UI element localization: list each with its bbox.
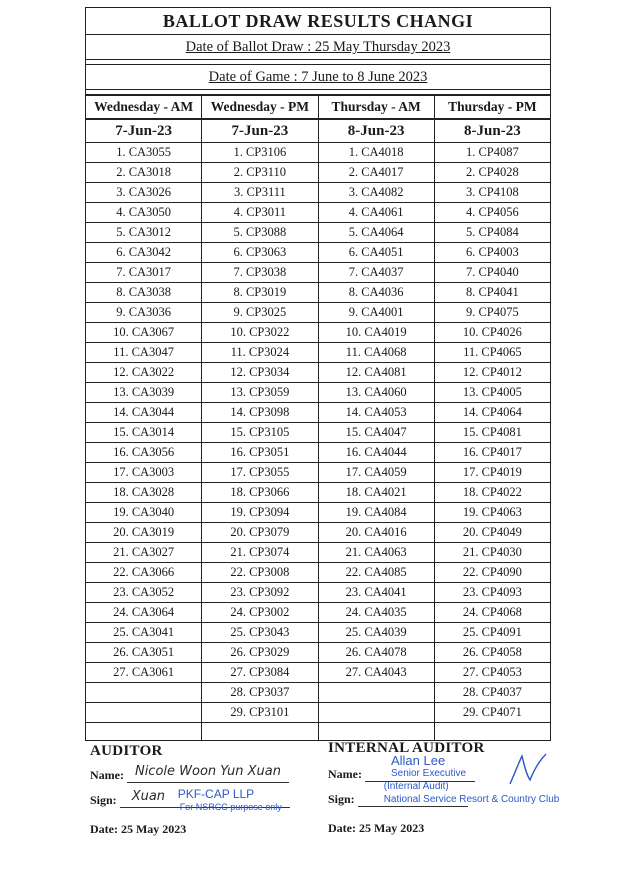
table-row: [86, 503, 551, 523]
result-cell: 24. CA3064: [86, 603, 202, 623]
result-cell: 2. CP3110: [202, 163, 318, 183]
column-date-wed-am: 7-Jun-23: [86, 119, 202, 143]
auditor-name-row: [90, 764, 305, 783]
result-cell: 18. CP3066: [202, 483, 318, 503]
result-cell: [202, 723, 318, 741]
result-cell: 1. CA4018: [318, 143, 434, 163]
result-cell: 11. CP4065: [434, 343, 550, 363]
internal-auditor-date: Date: 25 May 2023: [328, 821, 425, 835]
result-cell: 23. CP3092: [202, 583, 318, 603]
result-cell: 1. CA3055: [86, 143, 202, 163]
table-row: [86, 483, 551, 503]
result-cell: 26. CA4078: [318, 643, 434, 663]
result-cell: 25. CP3043: [202, 623, 318, 643]
table-row: [86, 363, 551, 383]
table-row: [86, 583, 551, 603]
result-cell: 29. CP4071: [434, 703, 550, 723]
table-row: [86, 203, 551, 223]
column-header-wed-pm: Wednesday - PM: [202, 96, 318, 120]
result-cell: 20. CP3079: [202, 523, 318, 543]
table-row: [86, 563, 551, 583]
result-cell: 11. CA3047: [86, 343, 202, 363]
result-cell: 12. CA3022: [86, 363, 202, 383]
result-cell: 27. CA3061: [86, 663, 202, 683]
result-cell: 10. CP3022: [202, 323, 318, 343]
internal-auditor-name-label: Name:: [328, 767, 362, 781]
result-cell: 9. CP3025: [202, 303, 318, 323]
result-cell: 21. CA3027: [86, 543, 202, 563]
result-cell: 25. CP4091: [434, 623, 550, 643]
result-cell: [434, 723, 550, 741]
result-cell: 9. CA3036: [86, 303, 202, 323]
result-cell: 3. CP3111: [202, 183, 318, 203]
auditor-sign-line: [120, 787, 290, 812]
column-header-thu-pm: Thursday - PM: [434, 96, 550, 120]
result-cell: 1. CP4087: [434, 143, 550, 163]
column-date-thu-am: 8-Jun-23: [318, 119, 434, 143]
result-cell: 14. CP3098: [202, 403, 318, 423]
result-cell: 14. CA3044: [86, 403, 202, 423]
result-cell: 9. CP4075: [434, 303, 550, 323]
result-cell: 4. CP3011: [202, 203, 318, 223]
table-row: [86, 523, 551, 543]
internal-auditor-signature-icon: [506, 750, 550, 790]
result-cell: 18. CP4022: [434, 483, 550, 503]
table-row: [86, 703, 551, 723]
table-row: [86, 243, 551, 263]
result-cell: [318, 703, 434, 723]
result-cell: 21. CP4030: [434, 543, 550, 563]
auditor-name-value: Nicole Woon Yun Xuan: [134, 764, 281, 779]
auditor-heading: AUDITOR: [90, 743, 163, 759]
internal-auditor-sign-line: [358, 781, 560, 807]
table-row: [86, 323, 551, 343]
result-cell: 16. CA3056: [86, 443, 202, 463]
result-cell: 5. CA3012: [86, 223, 202, 243]
result-cell: 8. CA3038: [86, 283, 202, 303]
result-cell: 17. CA4059: [318, 463, 434, 483]
date-header-row: [86, 119, 551, 143]
result-cell: 28. CP4037: [434, 683, 550, 703]
result-cell: 16. CA4044: [318, 443, 434, 463]
result-cell: 7. CA4037: [318, 263, 434, 283]
auditor-block: [90, 743, 305, 837]
internal-auditor-name-row: [328, 753, 588, 782]
table-row: [86, 143, 551, 163]
table-row: [86, 543, 551, 563]
table-row: [86, 263, 551, 283]
result-cell: 16. CP4017: [434, 443, 550, 463]
result-cell: 15. CP4081: [434, 423, 550, 443]
result-cell: 26. CP3029: [202, 643, 318, 663]
column-header-thu-am: Thursday - AM: [318, 96, 434, 120]
table-row: [86, 283, 551, 303]
result-cell: 19. CA3040: [86, 503, 202, 523]
result-cell: 6. CA4051: [318, 243, 434, 263]
result-cell: 22. CA4085: [318, 563, 434, 583]
result-cell: 21. CA4063: [318, 543, 434, 563]
result-cell: 21. CP3074: [202, 543, 318, 563]
game-date: Date of Game : 7 June to 8 June 2023: [208, 69, 428, 85]
result-cell: 14. CP4064: [434, 403, 550, 423]
result-cell: 3. CA4082: [318, 183, 434, 203]
ballot-draw-date: Date of Ballot Draw : 25 May Thursday 2023: [185, 39, 451, 55]
table-row: [86, 463, 551, 483]
table-row: [86, 303, 551, 323]
result-cell: 13. CA4060: [318, 383, 434, 403]
result-cell: 17. CP4019: [434, 463, 550, 483]
table-row: [86, 623, 551, 643]
result-cell: [318, 683, 434, 703]
result-cell: [318, 723, 434, 741]
result-cell: 10. CA3067: [86, 323, 202, 343]
result-cell: 24. CA4035: [318, 603, 434, 623]
result-cell: 4. CA3050: [86, 203, 202, 223]
table-row: [86, 223, 551, 243]
result-cell: 8. CP4041: [434, 283, 550, 303]
result-cell: 5. CP4084: [434, 223, 550, 243]
table-row: [86, 403, 551, 423]
column-date-wed-pm: 7-Jun-23: [202, 119, 318, 143]
result-cell: 13. CP4005: [434, 383, 550, 403]
result-cell: 2. CA4017: [318, 163, 434, 183]
result-cell: 17. CP3055: [202, 463, 318, 483]
table-row: [86, 663, 551, 683]
result-cell: 19. CA4084: [318, 503, 434, 523]
result-cell: 15. CA4047: [318, 423, 434, 443]
result-cell: 22. CP4090: [434, 563, 550, 583]
result-cell: 10. CA4019: [318, 323, 434, 343]
result-cell: [86, 723, 202, 741]
result-cell: 19. CP4063: [434, 503, 550, 523]
result-cell: 14. CA4053: [318, 403, 434, 423]
table-row: [86, 683, 551, 703]
auditor-date: Date: 25 May 2023: [90, 822, 187, 836]
internal-auditor-stamp-org: National Service Resort & Country Club: [383, 794, 560, 805]
result-cell: 6. CP4003: [434, 243, 550, 263]
result-cell: 7. CA3017: [86, 263, 202, 283]
internal-auditor-block: [328, 740, 588, 836]
result-cell: 20. CA3019: [86, 523, 202, 543]
column-header-wed-am: Wednesday - AM: [86, 96, 202, 120]
ballot-draw-date-row: [86, 35, 550, 60]
table-row: [86, 163, 551, 183]
result-cell: 15. CP3105: [202, 423, 318, 443]
result-cell: 27. CP4053: [434, 663, 550, 683]
result-cell: 22. CA3066: [86, 563, 202, 583]
result-cell: 24. CP4068: [434, 603, 550, 623]
internal-auditor-stamp-dept: (Internal Audit): [383, 781, 449, 792]
result-cell: 5. CP3088: [202, 223, 318, 243]
result-cell: 3. CP4108: [434, 183, 550, 203]
result-cell: 8. CP3019: [202, 283, 318, 303]
result-cell: 28. CP3037: [202, 683, 318, 703]
result-cell: 26. CA3051: [86, 643, 202, 663]
table-row: [86, 343, 551, 363]
result-cell: 20. CA4016: [318, 523, 434, 543]
auditor-signature: Xuan: [131, 789, 166, 804]
game-date-row: [86, 65, 550, 90]
result-cell: 10. CP4026: [434, 323, 550, 343]
column-date-thu-pm: 8-Jun-23: [434, 119, 550, 143]
results-body: [86, 143, 551, 741]
result-cell: 12. CP4012: [434, 363, 550, 383]
result-cell: 24. CP3002: [202, 603, 318, 623]
table-row: [86, 603, 551, 623]
ballot-results-sheet: [85, 7, 551, 741]
result-cell: 8. CA4036: [318, 283, 434, 303]
page-title: BALLOT DRAW RESULTS CHANGI: [86, 8, 550, 35]
result-cell: 20. CP4049: [434, 523, 550, 543]
result-cell: 17. CA3003: [86, 463, 202, 483]
result-cell: 23. CA4041: [318, 583, 434, 603]
result-cell: 1. CP3106: [202, 143, 318, 163]
table-row: [86, 443, 551, 463]
result-cell: 25. CA4039: [318, 623, 434, 643]
auditor-stamp-note: For NSRCC purpose only: [179, 802, 282, 812]
result-cell: 6. CP3063: [202, 243, 318, 263]
result-cell: 5. CA4064: [318, 223, 434, 243]
result-cell: 4. CA4061: [318, 203, 434, 223]
result-cell: 23. CP4093: [434, 583, 550, 603]
result-cell: [86, 703, 202, 723]
result-cell: 27. CA4043: [318, 663, 434, 683]
result-cell: 4. CP4056: [434, 203, 550, 223]
result-cell: 3. CA3026: [86, 183, 202, 203]
result-cell: 13. CA3039: [86, 383, 202, 403]
auditor-name-label: Name:: [90, 768, 124, 782]
result-cell: 15. CA3014: [86, 423, 202, 443]
result-cell: 19. CP3094: [202, 503, 318, 523]
result-cell: 6. CA3042: [86, 243, 202, 263]
result-cell: 26. CP4058: [434, 643, 550, 663]
result-cell: 11. CA4068: [318, 343, 434, 363]
header-box: [85, 7, 551, 95]
result-cell: 18. CA4021: [318, 483, 434, 503]
results-table: [85, 95, 551, 741]
result-cell: 25. CA3041: [86, 623, 202, 643]
result-cell: 29. CP3101: [202, 703, 318, 723]
result-cell: 12. CA4081: [318, 363, 434, 383]
internal-auditor-name-line: [365, 753, 475, 782]
result-cell: 2. CA3018: [86, 163, 202, 183]
auditor-sign-label: Sign:: [90, 793, 117, 807]
table-row: [86, 723, 551, 741]
auditor-sign-row: [90, 787, 305, 812]
internal-auditor-stamp-title: Senior Executive: [390, 768, 467, 779]
result-cell: 11. CP3024: [202, 343, 318, 363]
internal-auditor-heading: INTERNAL AUDITOR: [328, 740, 485, 756]
session-header-row: [86, 96, 551, 120]
table-row: [86, 183, 551, 203]
auditor-stamp-firm: PKF-CAP LLP: [177, 787, 255, 801]
table-row: [86, 383, 551, 403]
result-cell: 7. CP4040: [434, 263, 550, 283]
internal-auditor-sign-row: [328, 781, 588, 807]
result-cell: 12. CP3034: [202, 363, 318, 383]
result-cell: 2. CP4028: [434, 163, 550, 183]
result-cell: 23. CA3052: [86, 583, 202, 603]
internal-auditor-sign-label: Sign:: [328, 792, 355, 806]
result-cell: 13. CP3059: [202, 383, 318, 403]
result-cell: 7. CP3038: [202, 263, 318, 283]
result-cell: [86, 683, 202, 703]
auditor-name-line: [127, 764, 289, 783]
result-cell: 27. CP3084: [202, 663, 318, 683]
result-cell: 22. CP3008: [202, 563, 318, 583]
result-cell: 16. CP3051: [202, 443, 318, 463]
table-row: [86, 643, 551, 663]
result-cell: 18. CA3028: [86, 483, 202, 503]
internal-auditor-stamp-name: Allan Lee: [390, 753, 446, 768]
result-cell: 9. CA4001: [318, 303, 434, 323]
table-row: [86, 423, 551, 443]
